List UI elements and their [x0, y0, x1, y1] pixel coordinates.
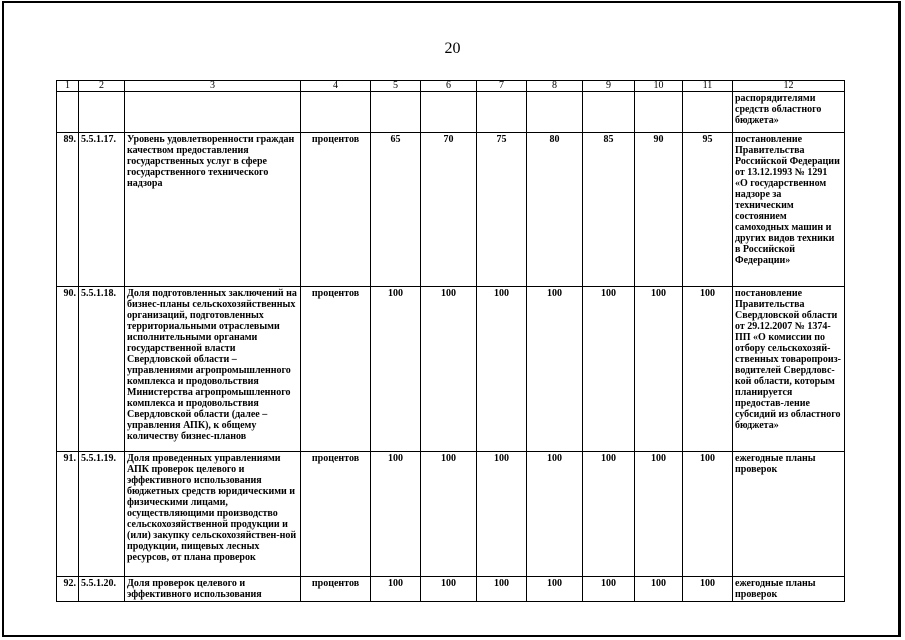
target-value: 100: [421, 577, 477, 602]
legal-basis: постановление Правительства Российской Федерации от 13.12.1993 № 1291 «О государственном надзоре за техническим состоянием самоходных машин и других видов техники в Российской Федерации»: [733, 133, 845, 287]
target-value: 100: [583, 452, 635, 577]
target-value: [583, 92, 635, 133]
target-value: 100: [635, 577, 683, 602]
column-header: 1: [57, 81, 79, 92]
target-value: 100: [583, 577, 635, 602]
target-value: 100: [477, 577, 527, 602]
table-row: [57, 287, 845, 452]
table-row: [57, 92, 845, 133]
column-header: 6: [421, 81, 477, 92]
column-header: 5: [371, 81, 421, 92]
row-number: [57, 92, 79, 133]
column-header: 3: [125, 81, 301, 92]
page-number: 20: [444, 40, 461, 57]
row-number: 89.: [57, 133, 79, 287]
legal-basis: распорядителями средств областного бюджета»: [733, 92, 845, 133]
unit-of-measure: процентов: [301, 287, 371, 452]
target-value: 100: [371, 577, 421, 602]
indicators-table: [56, 80, 845, 602]
unit-of-measure: процентов: [301, 133, 371, 287]
target-value: 100: [477, 287, 527, 452]
target-value: 100: [683, 452, 733, 577]
target-value: 65: [371, 133, 421, 287]
target-value: 90: [635, 133, 683, 287]
column-header: 11: [683, 81, 733, 92]
target-value: 85: [583, 133, 635, 287]
target-value: 100: [635, 452, 683, 577]
target-value: [421, 92, 477, 133]
target-value: [635, 92, 683, 133]
indicator-name: [125, 92, 301, 133]
indicator-code: 5.5.1.17.: [79, 133, 125, 287]
target-value: 70: [421, 133, 477, 287]
legal-basis: ежегодные планы проверок: [733, 577, 845, 602]
indicator-name: Доля проверок целевого и эффективного использования: [125, 577, 301, 602]
column-header: 2: [79, 81, 125, 92]
target-value: [477, 92, 527, 133]
indicator-code: 5.5.1.20.: [79, 577, 125, 602]
target-value: 100: [527, 287, 583, 452]
column-header: 12: [733, 81, 845, 92]
unit-of-measure: процентов: [301, 452, 371, 577]
target-value: 75: [477, 133, 527, 287]
target-value: 80: [527, 133, 583, 287]
indicator-code: 5.5.1.19.: [79, 452, 125, 577]
target-value: [527, 92, 583, 133]
table-row: [57, 133, 845, 287]
target-value: 100: [683, 287, 733, 452]
column-header: 7: [477, 81, 527, 92]
column-header: 10: [635, 81, 683, 92]
target-value: 100: [583, 287, 635, 452]
target-value: 100: [421, 452, 477, 577]
target-value: 100: [371, 452, 421, 577]
indicator-name: Доля подготовленных заключений на бизнес-планы сельскохозяйственных организаций, подготовленных территориальными отраслевыми исполнительными органами государственной власти Свердловской области – управлениями агропромышленного комплекса и продовольствия Министерства агропромышленного комплекса и продовольствия Свердловской области (далее – управления АПК), к общему количеству бизнес-планов: [125, 287, 301, 452]
indicator-code: [79, 92, 125, 133]
unit-of-measure: процентов: [301, 577, 371, 602]
indicator-code: 5.5.1.18.: [79, 287, 125, 452]
row-number: 91.: [57, 452, 79, 577]
target-value: 95: [683, 133, 733, 287]
column-header: 8: [527, 81, 583, 92]
target-value: [371, 92, 421, 133]
indicator-name: Доля проведенных управлениями АПК проверок целевого и эффективного использования бюджетных средств юридическими и физическими лицами, осуществляющими производство сельскохозяйственной продукции и (или) закупку сельскохозяйствен-ной продукции, пищевых лесных ресурсов, от плана проверок: [125, 452, 301, 577]
unit-of-measure: [301, 92, 371, 133]
target-value: 100: [421, 287, 477, 452]
indicator-name: Уровень удовлетворенности граждан качеством предоставления государственных услуг в сфере государственного технического надзора: [125, 133, 301, 287]
target-value: 100: [635, 287, 683, 452]
table-row: [57, 452, 845, 577]
target-value: 100: [527, 452, 583, 577]
target-value: [683, 92, 733, 133]
table-header-row: [57, 81, 845, 92]
column-header: 9: [583, 81, 635, 92]
target-value: 100: [477, 452, 527, 577]
row-number: 90.: [57, 287, 79, 452]
column-header: 4: [301, 81, 371, 92]
target-value: 100: [527, 577, 583, 602]
legal-basis: ежегодные планы проверок: [733, 452, 845, 577]
legal-basis: постановление Правительства Свердловской области от 29.12.2007 № 1374-ПП «О комиссии по отбору сельскохозяй-ственных товаропроиз-водителей Свердловс-кой области, которым планируется предостав-ление субсидий из областного бюджета»: [733, 287, 845, 452]
row-number: 92.: [57, 577, 79, 602]
table-row: [57, 577, 845, 602]
target-value: 100: [683, 577, 733, 602]
target-value: 100: [371, 287, 421, 452]
